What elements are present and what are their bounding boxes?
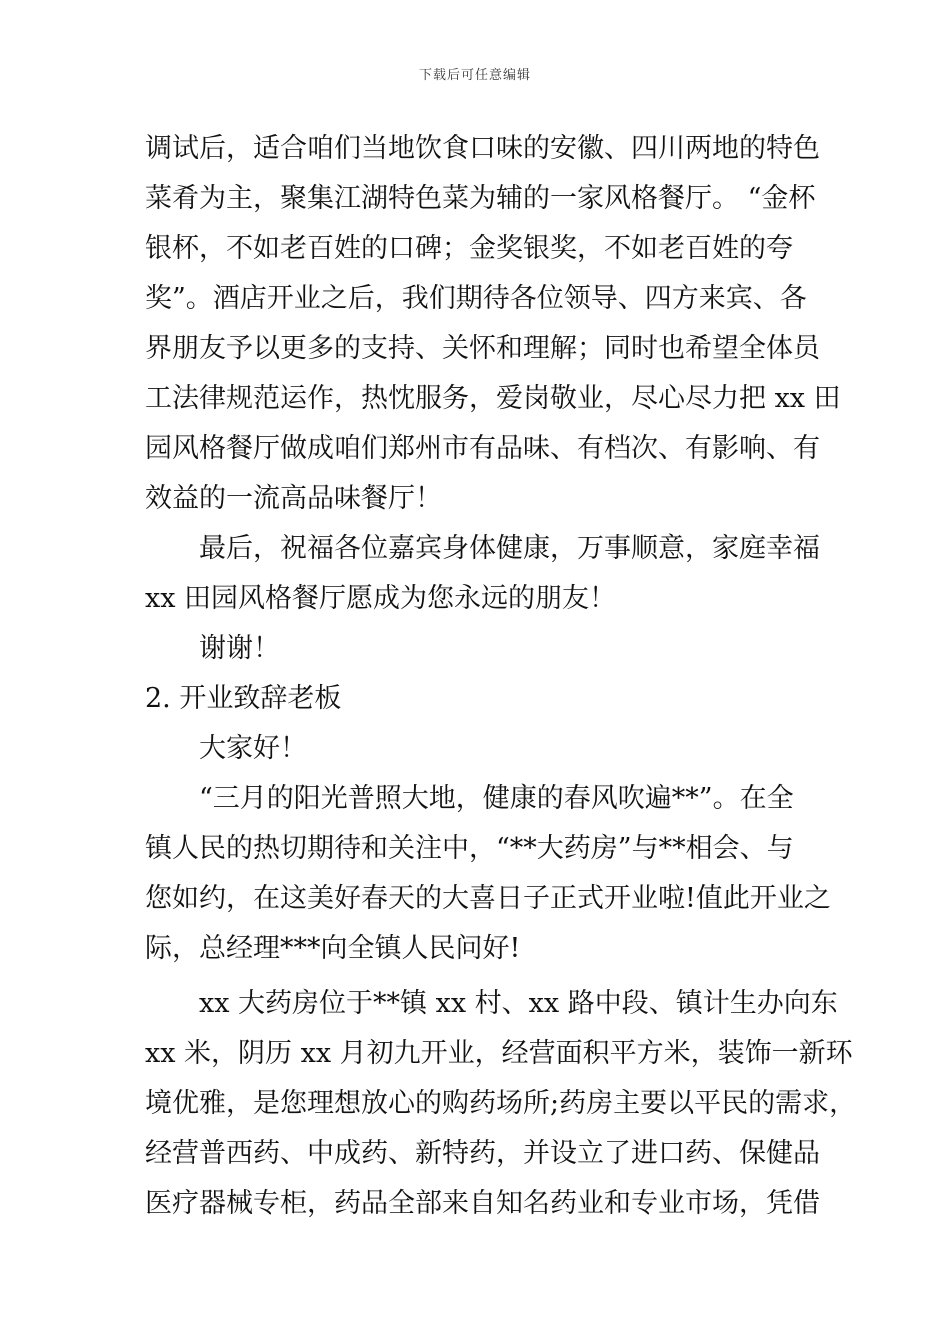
text-line: 经营普西药、中成药、新特药，并设立了进口药、保健品 (145, 1138, 820, 1169)
text-line: xx 田园风格餐厅愿成为您永远的朋友！ (145, 583, 617, 614)
text-line: 工法律规范运作，热忱服务，爱岗敬业，尽心尽力把 xx 田 (145, 383, 841, 414)
text-line: “三月的阳光普照大地，健康的春风吹遍**”。在全 (199, 783, 794, 814)
text-line: 境优雅，是您理想放心的购药场所;药房主要以平民的需求， (145, 1088, 857, 1119)
text-line: 您如约，在这美好春天的大喜日子正式开业啦!值此开业之 (145, 883, 831, 914)
text-line: 医疗器械专柜，药品全部来自知名药业和专业市场，凭借 (145, 1188, 820, 1219)
text-line: 际，总经理***向全镇人民问好! (145, 933, 521, 964)
text-line: 谢谢！ (199, 633, 280, 664)
text-line: 最后，祝福各位嘉宾身体健康，万事顺意，家庭幸福 (199, 533, 820, 564)
text-line: 镇人民的热切期待和关注中，“**大药房”与**相会、与 (145, 833, 794, 864)
text-line: 奖”。酒店开业之后，我们期待各位领导、四方来宾、各 (145, 283, 807, 314)
text-line: 效益的一流高品味餐厅！ (145, 483, 442, 514)
text-line: 菜肴为主，聚集江湖特色菜为辅的一家风格餐厅。 “金杯 (145, 183, 816, 214)
text-line: 调试后，适合咱们当地饮食口味的安徽、四川两地的特色 (145, 133, 820, 164)
section-heading: 2. 开业致辞老板 (145, 683, 342, 714)
text-line: 银杯，不如老百姓的口碑；金奖银奖，不如老百姓的夸 (145, 233, 793, 264)
text-line: 界朋友予以更多的支持、关怀和理解；同时也希望全体员 (145, 333, 820, 364)
text-line: xx 米，阴历 xx 月初九开业，经营面积平方米，装饰一新环 (145, 1038, 853, 1069)
page-header-note: 下载后可任意编辑 (418, 68, 531, 83)
text-line: xx 大药房位于**镇 xx 村、xx 路中段、镇计生办向东 (199, 988, 838, 1019)
text-line: 园风格餐厅做成咱们郑州市有品味、有档次、有影响、有 (145, 433, 820, 464)
document-body (145, 124, 857, 1229)
text-line: 大家好！ (199, 733, 307, 764)
